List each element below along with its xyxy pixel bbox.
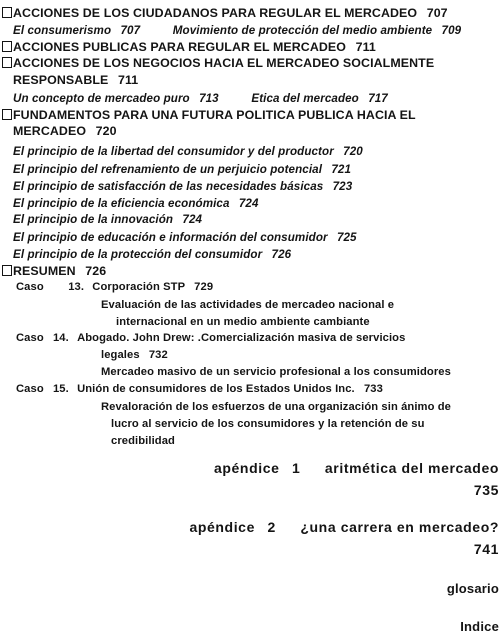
subsection-title: El principio de la libertad del consumidor y del productor xyxy=(13,145,334,158)
page-number: 720 xyxy=(343,145,363,158)
appendix-label: apéndice xyxy=(189,519,255,535)
page-number: 709 xyxy=(441,24,462,37)
page-number: 707 xyxy=(426,6,448,20)
page-number: 721 xyxy=(331,163,352,176)
case-description: lucro al servicio de los consumidores y la retención de su xyxy=(111,418,425,430)
section-title: ACCIONES DE LOS NEGOCIOS HACIA EL MERCADEO SOCIALMENTE xyxy=(13,56,435,70)
toc-sub-entries-row xyxy=(13,23,461,38)
case-number: 13. xyxy=(68,281,85,293)
case-entry xyxy=(16,382,383,397)
appendix-title: aritmética del mercadeo xyxy=(324,460,499,476)
appendix-number: 1 xyxy=(292,460,301,476)
section-title: ACCIONES DE LOS CIUDADANOS PARA REGULAR EL MERCADEO xyxy=(13,6,418,20)
page-number: 726 xyxy=(271,248,292,261)
toc-sub-entry xyxy=(13,162,351,177)
page-number: 735 xyxy=(473,482,499,498)
toc-sub-entry xyxy=(13,247,291,262)
toc-section-negocios xyxy=(2,56,434,71)
checkbox-square-icon xyxy=(2,109,12,120)
subsection-title: Etica del mercadeo xyxy=(251,92,359,105)
index-entry: Indice xyxy=(460,619,499,634)
toc-section-fundamentos-cont xyxy=(13,124,117,139)
section-title: FUNDAMENTOS PARA UNA FUTURA POLITICA PUBLICA HACIA EL xyxy=(13,108,416,122)
subsection-title: El principio de la protección del consumidor xyxy=(13,248,263,261)
case-label: Caso xyxy=(16,332,44,344)
subsection-title: El principio del refrenamiento de un perjuicio potencial xyxy=(13,163,323,176)
checkbox-square-icon xyxy=(2,7,12,18)
case-number: 15. xyxy=(52,383,69,395)
checkbox-square-icon xyxy=(2,265,12,276)
case-entry-cont xyxy=(101,348,168,363)
glossary-entry: glosario xyxy=(446,581,499,596)
case-description: Evaluación de las actividades de mercadeo nacional e xyxy=(101,299,395,311)
toc-sub-entry xyxy=(13,230,357,245)
toc-section-ciudadanos xyxy=(2,6,448,21)
case-entry xyxy=(16,331,405,346)
page-number: 713 xyxy=(199,92,219,105)
toc-sub-entry xyxy=(13,212,202,227)
case-title: Corporación STP xyxy=(92,281,185,293)
section-title: RESUMEN xyxy=(13,264,76,278)
subsection-title: Un concepto de mercadeo puro xyxy=(13,92,190,105)
case-description: Revaloración de los esfuerzos de una organización sin ánimo de xyxy=(101,401,451,413)
section-title: ACCIONES PUBLICAS PARA REGULAR EL MERCADEO xyxy=(13,40,347,54)
toc-sub-entries-row xyxy=(13,91,388,106)
subsection-title: El principio de satisfacción de las necesidades básicas xyxy=(13,180,324,193)
appendix-number: 2 xyxy=(267,519,276,535)
case-title: Abogado. John Drew: .Comercialización masiva de servicios xyxy=(77,332,406,344)
page-number: 732 xyxy=(148,349,168,361)
page-number: 724 xyxy=(182,213,203,226)
case-label: Caso xyxy=(16,281,44,293)
page-number: 723 xyxy=(332,180,353,193)
page-number: 711 xyxy=(355,40,376,54)
checkbox-square-icon xyxy=(2,41,12,52)
appendix-label: apéndice xyxy=(214,460,280,476)
subsection-title: El principio de la eficiencia económica xyxy=(13,197,230,210)
page-number: 725 xyxy=(336,231,357,244)
case-description: internacional en un medio ambiente cambiante xyxy=(116,316,370,328)
subsection-title: Movimiento de protección del medio ambiente xyxy=(172,24,433,37)
case-description: credibilidad xyxy=(111,435,175,447)
page-number: 729 xyxy=(194,281,214,293)
toc-section-fundamentos xyxy=(2,108,416,123)
page-number: 711 xyxy=(117,73,139,87)
toc-sub-entry xyxy=(13,179,352,194)
toc-section-resumen xyxy=(2,264,106,279)
section-title: RESPONSABLE xyxy=(13,73,109,87)
case-title: legales xyxy=(101,349,140,361)
section-title: MERCADEO xyxy=(13,124,87,138)
case-label: Caso xyxy=(16,383,44,395)
checkbox-square-icon xyxy=(2,57,12,68)
page-number: 726 xyxy=(85,264,107,278)
toc-section-negocios-cont xyxy=(13,73,138,88)
case-number: 14. xyxy=(52,332,69,344)
page-number: 741 xyxy=(473,541,499,557)
case-title: Unión de consumidores de los Estados Unidos Inc. xyxy=(77,383,355,395)
appendix-title: ¿una carrera en mercadeo? xyxy=(300,519,499,535)
subsection-title: El principio de educación e información del consumidor xyxy=(13,231,328,244)
toc-sub-entry xyxy=(13,196,259,211)
page-number: 717 xyxy=(368,92,388,105)
page-number: 707 xyxy=(120,24,141,37)
subsection-title: El principio de la innovación xyxy=(13,213,174,226)
subsection-title: El consumerismo xyxy=(13,24,112,37)
appendix-entry xyxy=(189,520,499,535)
case-entry xyxy=(16,280,213,295)
page-number: 720 xyxy=(95,124,117,138)
page-number: 724 xyxy=(238,197,259,210)
case-description: Mercadeo masivo de un servicio profesional a los consumidores xyxy=(101,366,451,378)
toc-section-publicas xyxy=(2,40,376,55)
appendix-entry xyxy=(214,461,499,476)
toc-sub-entry xyxy=(13,144,363,159)
page-number: 733 xyxy=(363,383,383,395)
